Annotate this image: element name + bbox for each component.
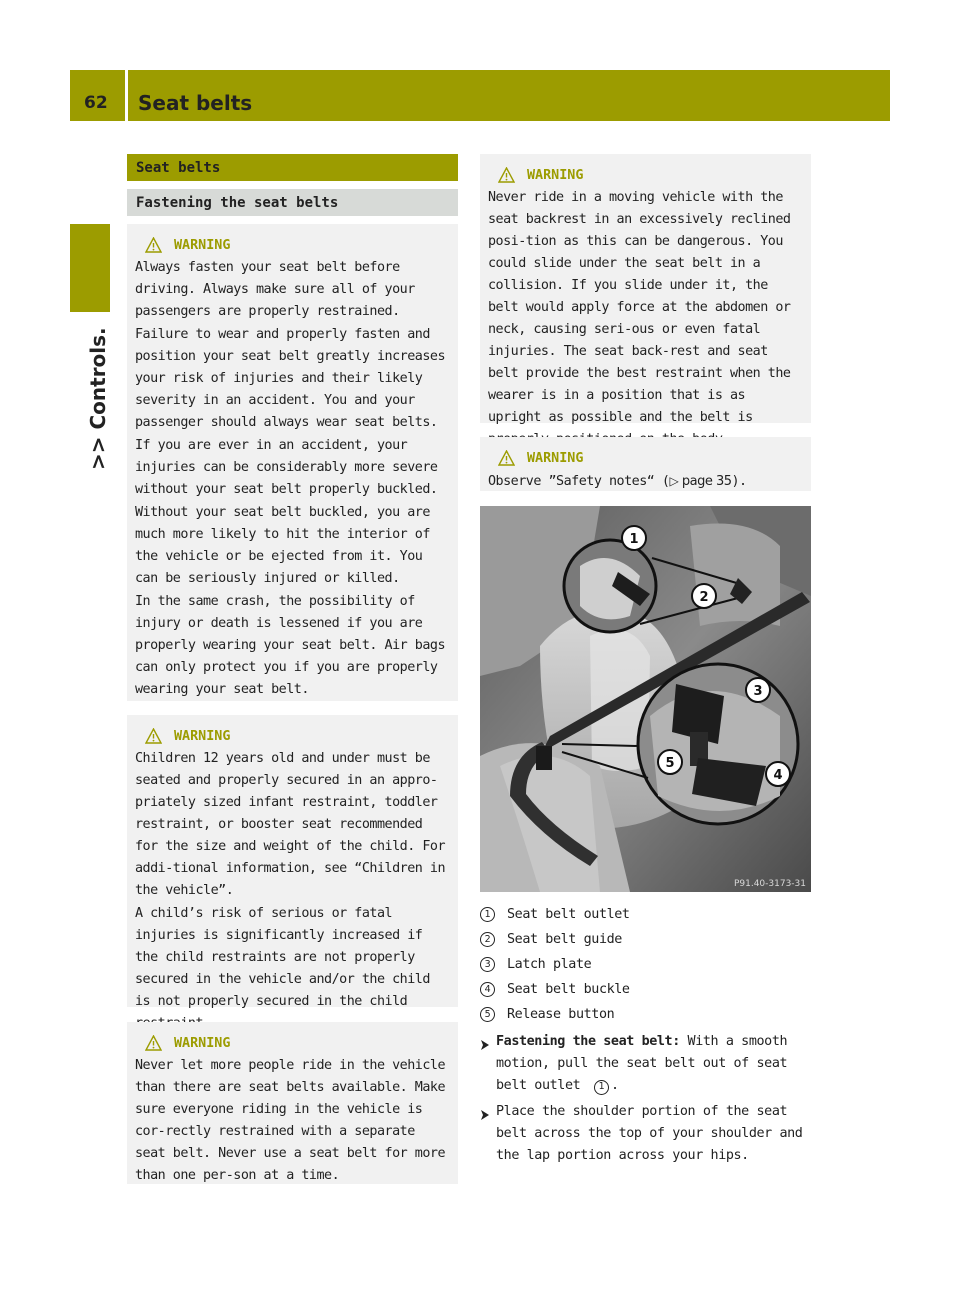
legend-label: Seat belt guide [507, 932, 622, 947]
warning-triangle-icon [145, 1035, 162, 1051]
legend-item [480, 1002, 820, 1027]
instruction-step-1 [480, 1031, 820, 1097]
section-title: Seat belts [127, 154, 458, 181]
warning-header [498, 164, 803, 186]
warning-header [498, 447, 803, 469]
instruction-step-2 [480, 1101, 820, 1167]
warning-box-1 [127, 224, 458, 701]
legend-num: 4 [480, 982, 495, 997]
step-text: Place the shoulder portion of the seat belt across the top of your shoulder and the lap portion across your hips. [496, 1104, 803, 1163]
seat-belt-illustration [480, 506, 811, 892]
warning-header [145, 725, 450, 747]
warning-label: WARNING [174, 1035, 231, 1051]
warning-box-3 [127, 1022, 458, 1184]
warning-triangle-icon [145, 237, 162, 253]
paragraph: Never ride in a moving vehicle with the seat backrest in an excessively reclined posi-tion as this can be dangerous. You could slide under the seat belt in a collision. If you slide under it, the belt would apply force at the abdomen or neck, causing seri-ous or even fatal injuries. The seat back-rest and seat belt provide the best restraint when the wearer is in a position that is as upright as possible and the belt is [488, 190, 791, 425]
paragraph: In the same crash, the possibility of injury or death is lessened if you are properly wearing your seat belt. Air bags can only protect you if you are properly wearing your seat belt. [135, 594, 446, 697]
callout-5 [658, 750, 682, 774]
warning-triangle-icon [498, 167, 515, 183]
callout-1 [622, 526, 646, 550]
legend-item [480, 902, 820, 927]
step-text [496, 1031, 820, 1097]
paragraph: Always fasten your seat belt before driving. Always make sure all of your passengers are properly restrained. [135, 260, 415, 319]
legend-num: 3 [480, 957, 495, 972]
legend-num: 1 [480, 907, 495, 922]
warning-label: WARNING [174, 237, 231, 253]
legend-item [480, 952, 820, 977]
svg-text:4: 4 [773, 768, 783, 783]
header-divider [125, 70, 128, 121]
svg-text:2: 2 [699, 590, 709, 605]
cross-ref-prefix: Observe ”Safety notes“ ( [488, 474, 670, 489]
inline-ref-num: 1 [594, 1080, 609, 1095]
legend-label: Seat belt buckle [507, 982, 630, 997]
header-title: Seat belts [138, 91, 253, 115]
side-tab-label-wrap [86, 315, 126, 470]
figure-legend [480, 902, 820, 1027]
warning-label: WARNING [527, 167, 584, 183]
legend-label: Latch plate [507, 957, 592, 972]
legend-item [480, 927, 820, 952]
warning-label: WARNING [174, 728, 231, 744]
svg-text:5: 5 [665, 756, 675, 771]
paragraph: If you are ever in an accident, your injuries can be considerably more severe without your seat belt properly buckled. [135, 438, 438, 497]
warning-box-5 [480, 437, 811, 491]
warning-triangle-icon [498, 450, 515, 466]
step-arrow-icon [480, 1101, 496, 1167]
page-number: 62 [84, 93, 108, 113]
side-tab-label: >> Controls. [86, 327, 110, 470]
paragraph [488, 470, 803, 493]
figure-code: P91.40-3173-31 [733, 879, 806, 889]
legend-num: 2 [480, 932, 495, 947]
seat-belt-figure [480, 506, 811, 892]
paragraph: Never let more people ride in the vehicle than there are seat belts available. Make sure everyone riding in the vehicle is cor-rectly restrained with a separate seat belt. Never use a seat belt for more than one per-son at a time. [135, 1058, 446, 1183]
step-arrow-icon [480, 1031, 496, 1097]
step-end: . [610, 1078, 619, 1093]
callout-4 [766, 762, 790, 786]
section-subtitle: Fastening the seat belts [127, 189, 458, 216]
warning-header [145, 1032, 450, 1054]
step-body: With a smooth motion, pull the seat belt out of seat belt outlet [496, 1034, 788, 1093]
legend-item [480, 977, 820, 1002]
page-ref-arrow-icon: ▷ [669, 474, 679, 488]
legend-label: Release button [507, 1007, 615, 1022]
callout-3 [746, 678, 770, 702]
warning-box-4 [480, 154, 811, 423]
paragraph: Children 12 years old and under must be seated and properly secured in an appro-priately sized infant restraint, toddler restraint, or booster seat recommended for the size and weight of the child. For addi-tional information, see “Children in the vehicle”. [135, 751, 446, 898]
page-ref[interactable]: page 35 [678, 474, 732, 489]
legend-num: 5 [480, 1007, 495, 1022]
warning-triangle-icon [145, 728, 162, 744]
warning-header [145, 234, 450, 256]
paragraph: A child’s risk of serious or fatal injuries is significantly increased if the child restraints are not properly secured in the vehicle and/or the child is not properly secured in the child [135, 906, 430, 1009]
cross-ref-suffix: ). [731, 474, 747, 489]
callout-2 [692, 584, 716, 608]
warning-box-2 [127, 715, 458, 1007]
side-tab [70, 224, 110, 312]
svg-text:1: 1 [629, 532, 639, 547]
warning-label: WARNING [527, 450, 584, 466]
svg-text:3: 3 [753, 684, 763, 699]
legend-label: Seat belt outlet [507, 907, 630, 922]
paragraph: Failure to wear and properly fasten and position your seat belt greatly increases your risk of injuries and their likely severity in an accident. You and your passenger should always wear seat belts. [135, 327, 446, 430]
step-heading: Fastening the seat belt: [496, 1034, 680, 1049]
paragraph: Without your seat belt buckled, you are much more likely to hit the interior of the vehicle or be ejected from it. You can be seriously injured or killed. [135, 505, 430, 586]
